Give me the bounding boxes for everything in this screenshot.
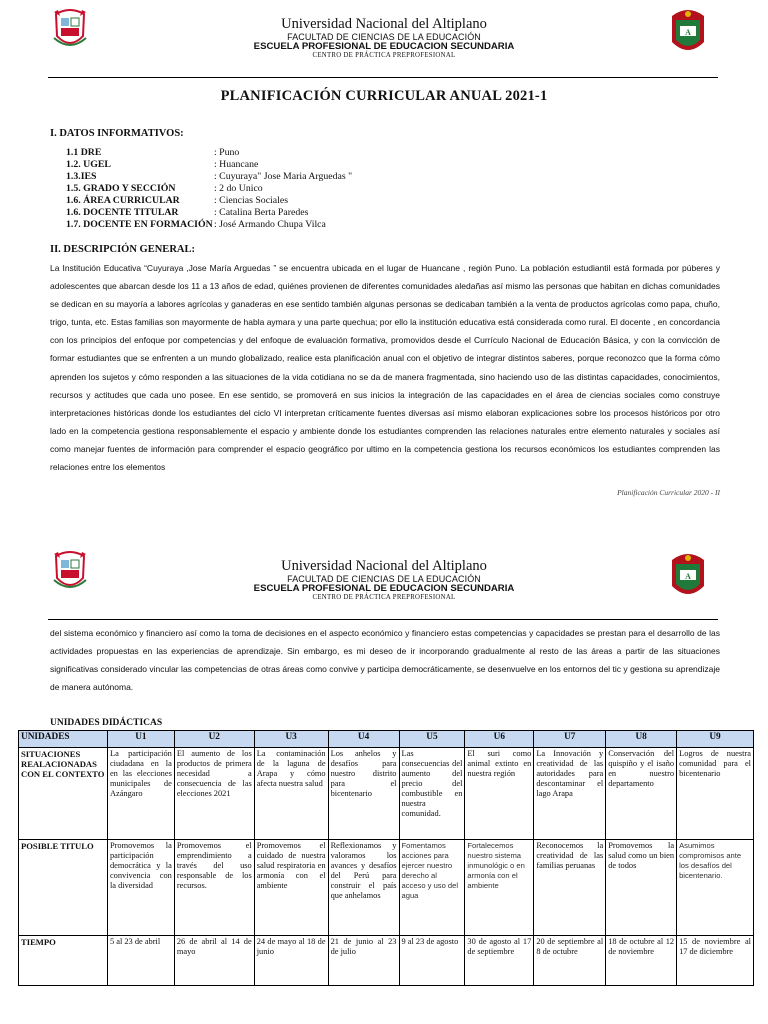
units-table	[18, 730, 754, 986]
school-name: ESCUELA PROFESIONAL DE EDUCACION SECUNDARIA	[253, 41, 515, 52]
info-value: : José Armando Chupa Vilca	[214, 219, 326, 230]
table-cell: 30 de agosto al 17 de septiembre	[465, 936, 534, 986]
info-key: 1.2. UGEL	[66, 159, 111, 170]
continuation-paragraph: del sistema económico y financiero así como la toma de decisiones en el aspecto económico y financiero estas competencias y capacidades se prestan para el desarrollo de las actividades propuestas en las experiencias de aprendizaje. Sin embargo, es mi deseo de ir incorporando gradualmente al resto de las áreas a partir de las situaciones significativas considerado vincular las competencias de otras áreas como convive y participa democráticamente, se desenvuelve en los entornos del tic y gestiona su aprendizaje de manera autónoma.	[50, 628, 720, 693]
row-label: TIEMPO	[19, 936, 108, 986]
unit-header: U1	[107, 731, 174, 748]
university-name: Universidad Nacional del Altiplano	[281, 16, 487, 32]
table-cell: Fortalecemos nuestro sistema inmunológic o en armonía con el ambiente	[465, 840, 534, 936]
header-corner: UNIDADES	[19, 731, 108, 748]
svg-text:A: A	[685, 572, 691, 581]
table-cell: Los anhelos y desafíos para nuestro distrito para el bicentenario	[328, 748, 399, 840]
info-key: 1.6. DOCENTE TITULAR	[66, 207, 179, 218]
table-cell: Reconocemos la creatividad de las familias peruanas	[534, 840, 606, 936]
table-cell: 26 de abril al 14 de mayo	[174, 936, 254, 986]
info-value: : Puno	[214, 147, 240, 158]
table-cell: Logros de nuestra comunidad para el bicentenario	[677, 748, 754, 840]
unit-header: U7	[534, 731, 606, 748]
info-value: : Huancane	[214, 159, 259, 170]
table-cell: 24 de mayo al 18 de junio	[254, 936, 328, 986]
svg-text:A: A	[685, 28, 691, 37]
header-divider	[48, 619, 718, 620]
table-cell: 9 al 23 de agosto	[399, 936, 465, 986]
table-cell: Fomentamos acciones para ejercer nuestro derecho al acceso y uso del agua	[399, 840, 465, 936]
unit-header: U9	[677, 731, 754, 748]
unit-header: U5	[399, 731, 465, 748]
table-cell: Promovemos el cuidado de nuestra salud respiratoria en armonía con el ambiente	[254, 840, 328, 936]
table-cell: El suri como animal extinto en nuestra región	[465, 748, 534, 840]
header-divider	[48, 77, 718, 78]
page-title: PLANIFICACIÓN CURRICULAR ANUAL 2021-1	[220, 88, 548, 104]
table-cell: 15 de noviembre al 17 de diciembre	[677, 936, 754, 986]
section-1-heading: I. DATOS INFORMATIVOS:	[50, 128, 184, 139]
info-row-formacion	[66, 218, 466, 231]
table-cell: Las consecuencias del aumento del precio del combustible en nuestra comunidad.	[399, 748, 465, 840]
info-key: 1.6. ÁREA CURRICULAR	[66, 195, 180, 206]
center-name: CENTRO DE PRÁCTICA PREPROFESIONAL	[312, 594, 456, 601]
table-row	[19, 748, 754, 840]
faculty-name: FACULTAD DE CIENCIAS DE LA EDUCACIÓN	[287, 32, 481, 42]
section-2-heading: II. DESCRIPCIÓN GENERAL:	[50, 244, 195, 255]
university-name: Universidad Nacional del Altiplano	[281, 558, 487, 574]
table-cell: La participación ciudadana en la en las elecciones municipales de Azángaro	[107, 748, 174, 840]
row-label: SITUACIONES REALACIONADAS CON EL CONTEXTO	[19, 748, 108, 840]
table-cell: Promovemos la salud como un bien de todos	[606, 840, 677, 936]
unit-header: U2	[174, 731, 254, 748]
center-name: CENTRO DE PRÁCTICA PREPROFESIONAL	[312, 52, 456, 59]
info-key: 1.5. GRADO Y SECCIÓN	[66, 183, 176, 194]
table-cell: Reflexionamos y valoramos los avances y desafíos del Perú para construir el país que anhelamos	[328, 840, 399, 936]
table-cell: Asumimos compromisos ante los desafíos del bicentenario.	[677, 840, 754, 936]
info-value: : Catalina Berta Paredes	[214, 207, 309, 218]
info-key: 1.1 DRE	[66, 147, 102, 158]
table-cell: Promovemos el emprendimiento a través del uso responsable de los recursos.	[174, 840, 254, 936]
table-cell: Promovemos la participación democrática y la convivencia con la diversidad	[107, 840, 174, 936]
info-key: 1.3.IES	[66, 171, 97, 182]
table-header-row	[19, 731, 754, 748]
table-cell: 5 al 23 de abril	[107, 936, 174, 986]
description-paragraph: La Institución Educativa “Cuyuraya ,Jose María Arguedas ” se encuentra ubicada en el lugar de Huancane , región Puno. La población estudiantil está formada por púberes y adolescentes que abarcan desde los 11 a 13 años de edad, quiénes provienen de diferentes comunidades aledañas así mismo las personas que habitan en dichas comunidades se dedican en su mayoría a labores agrícolas y ganaderas en ese sentido también algunas personas se dedicaban también a la venta de productos agrícolas como papa, chuño, trigo, tunta, etc. Estas familias son mayormente de habla aymara y una parte quechua; por ello la institución educativa está considerada como rural. El docente , en concordancia con los principios del enfoque por competencias y del enfoque de evaluación formativa, promovidos desde el Currículo Nacional de Educación Básica, y con la convicción de formar estudiantes que se enfrenten a un mundo globalizado, realice esta planificación anual con el objetivo de integrar distintos saberes, porque reconozco que la forma cómo aprenden los sujetos y cómo responden a las situaciones de la vida cotidiana no se da de manera fragmentada, sino haciendo uso de las distintas capacidades, conocimientos, recursos y actitudes que cada uno posee. En ese sentido, se promoverá en sus inicios la integración de las capacidades en el área de ciencias sociales como construye interpretaciones históricas donde los estudiantes del ciclo VI interpretan críticamente fuentes diversas así mismo elaboran explicaciones sobre los procesos históricos por otro lado en la competencia gestiona responsablemente el espacio y ambiente donde los estudiantes comprenden las relaciones naturales entre elemento naturales y sociales así como manejar fuentes de información para comprender el espacio geográfico por ultimo en la competencia gestiona los recursos económicos los estudiantes comprenden las relaciones entre los elementos	[50, 263, 720, 473]
info-key: 1.7. DOCENTE EN FORMACIÓN	[66, 219, 213, 230]
info-value: : Cuyuraya" Jose Maria Arguedas "	[214, 171, 353, 182]
unit-header: U8	[606, 731, 677, 748]
school-name: ESCUELA PROFESIONAL DE EDUCACION SECUNDARIA	[253, 583, 515, 594]
row-label: POSIBLE TITULO	[19, 840, 108, 936]
table-cell: Conservación del quispiño y el isaño en nuestro departamento	[606, 748, 677, 840]
table-cell: La Innovación y creatividad de las autoridades para descontaminar el lago Arapa	[534, 748, 606, 840]
table-cell: El aumento de los productos de primera necesidad a consecuencia de las elecciones 2021	[174, 748, 254, 840]
unit-header: U6	[465, 731, 534, 748]
table-cell: 21 de junio al 23 de julio	[328, 936, 399, 986]
faculty-name: FACULTAD DE CIENCIAS DE LA EDUCACIÓN	[287, 574, 481, 584]
unit-header: U3	[254, 731, 328, 748]
info-value: : 2 do Unico	[214, 183, 263, 194]
table-cell: 18 de octubre al 12 de noviembre	[606, 936, 677, 986]
table-cell: 20 de septiembre al 8 de octubre	[534, 936, 606, 986]
table-row	[19, 936, 754, 986]
info-value: : Ciencias Sociales	[214, 195, 289, 206]
table-cell: La contaminación de la laguna de Arapa y cómo afecta nuestra salud	[254, 748, 328, 840]
table-row	[19, 840, 754, 936]
document-footer-signature: Planificación Curricular 2020 - II	[617, 488, 720, 497]
units-heading: UNIDADES DIDÁCTICAS	[50, 718, 163, 728]
unit-header: U4	[328, 731, 399, 748]
